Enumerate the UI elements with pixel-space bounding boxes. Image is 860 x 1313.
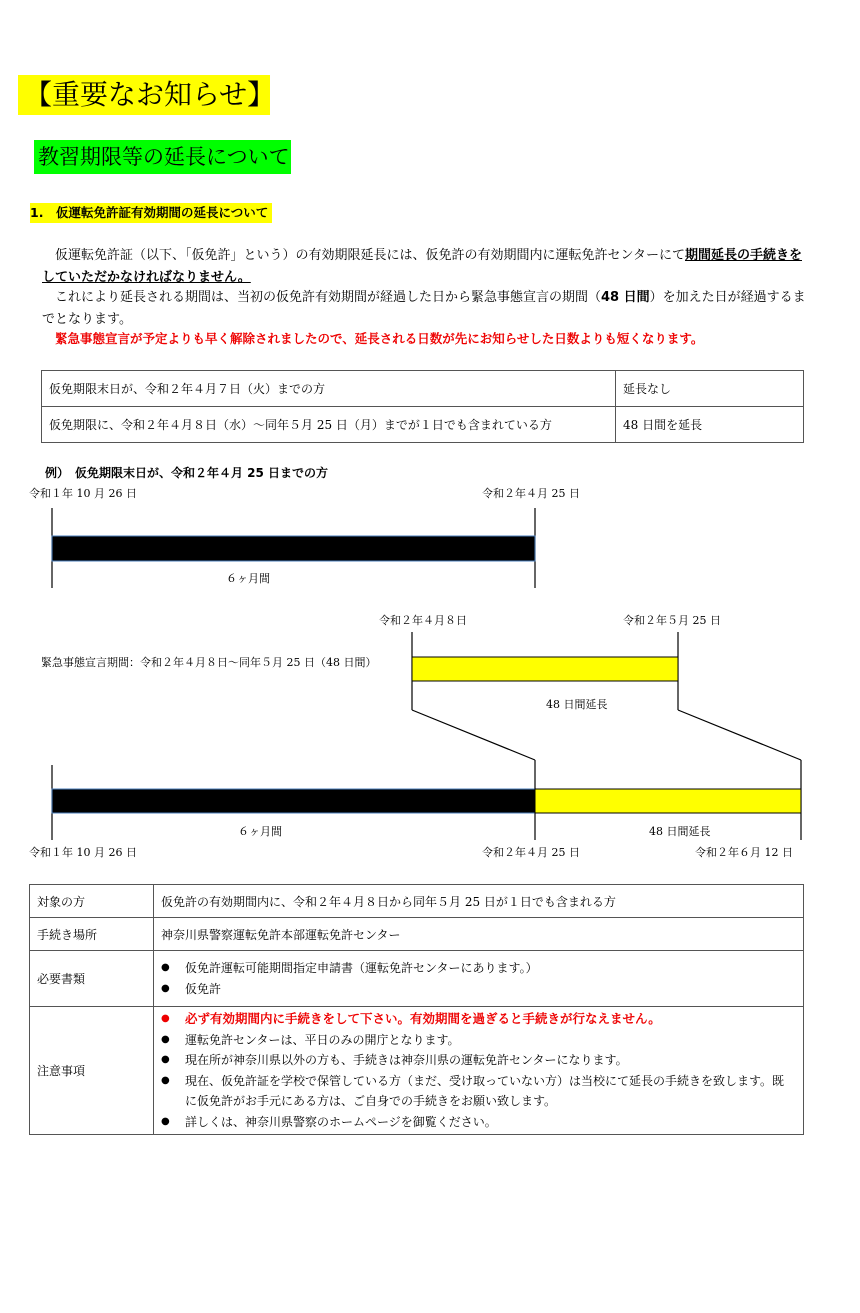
emergency-start-label: 令和２年４月８日 [379, 614, 467, 627]
list-item: ● 仮免許運転可能期間指定申請書（運転免許センターにあります。） [161, 958, 796, 979]
emergency-period-bar [412, 657, 678, 681]
paragraph-1: 仮運転免許証（以下、「仮免許」という）の有効期限延長には、仮免許の有効期間内に運転免許センターにて期間延長の手続きをしていただかなければなりません。 [42, 248, 802, 285]
example-heading: 例） 仮免期限末日が、令和２年４月 25 日までの方 [45, 466, 329, 480]
table-cell: 48 日間を延長 [616, 407, 804, 443]
table-cell: 仮免許の有効期間内に、令和２年４月８日から同年５月 25 日が１日でも含まれる方 [154, 885, 804, 918]
list-item: ● 仮免許 [161, 979, 796, 1000]
red-notice: 緊急事態宣言が予定よりも早く解除されましたので、延長される日数が先にお知らせした日数よりも短くなります。 [55, 331, 704, 346]
connector-line [412, 710, 535, 760]
six-months-label: ６ヶ月間 [238, 825, 282, 838]
table-row [30, 951, 804, 1007]
table-cell: 延長なし [616, 371, 804, 407]
extension-period-bar [535, 789, 801, 813]
paragraph-2-bold: 48 日間 [601, 290, 650, 305]
documents-list [161, 958, 796, 999]
start-date-label: 令和１年 10 月 26 日 [29, 846, 137, 859]
procedure-table [29, 884, 804, 1135]
final-date-label: 令和２年６月 12 日 [695, 846, 793, 859]
paragraph-2: これにより延長される期間は、当初の仮免許有効期間が経過した日から緊急事態宣言の期間（48 日間）を加えた日が経過するまでとなります。 [42, 290, 806, 327]
paragraph-1-highlight: 期間延長の手続きをしていただかなければなりません。 [42, 248, 802, 285]
table-header-cell: 対象の方 [30, 885, 154, 918]
end-date-label: 令和２年４月 25 日 [482, 487, 580, 500]
emergency-end-label: 令和２年５月 25 日 [623, 614, 721, 627]
notes-list [161, 1009, 796, 1132]
list-item: ● 詳しくは、神奈川県警察のホームページを御覧ください。 [161, 1112, 796, 1133]
extension-table [41, 370, 804, 443]
table-row [30, 918, 804, 951]
table-row [42, 407, 804, 443]
table-header-cell: 手続き場所 [30, 918, 154, 951]
table-cell [154, 951, 804, 1007]
table-header-cell: 注意事項 [30, 1007, 154, 1135]
base-period-bar [52, 789, 535, 813]
table-cell: 仮免期限に、令和２年４月８日（水）～同年５月 25 日（月）までが１日でも含まれている方 [42, 407, 616, 443]
table-cell [154, 1007, 804, 1135]
emergency-period-label: 緊急事態宣言期間：令和２年４月８日～同年５月 25 日（48 日間） [41, 656, 377, 669]
extension-label: 48 日間延長 [546, 698, 608, 711]
extension-label: 48 日間延長 [649, 825, 711, 838]
table-header-cell: 必要書類 [30, 951, 154, 1007]
timeline-diagram [0, 480, 860, 880]
list-item: ● 必ず有効期間内に手続きをして下さい。有効期間を過ぎると手続きが行なえません。 [161, 1009, 796, 1030]
list-item: ● 現在、仮免許証を学校で保管している方（まだ、受け取っていない方）は当校にて延長の手続きを致します。既に仮免許がお手元にある方は、ご自身での手続きをお願い致します。 [161, 1071, 796, 1112]
six-months-label: ６ヶ月間 [226, 572, 270, 585]
start-date-label: 令和１年 10 月 26 日 [29, 487, 137, 500]
table-row [30, 885, 804, 918]
list-item: ● 運転免許センターは、平日のみの開庁となります。 [161, 1030, 796, 1051]
list-item: ● 現在所が神奈川県以外の方も、手続きは神奈川県の運転免許センターになります。 [161, 1050, 796, 1071]
table-row [42, 371, 804, 407]
base-period-bar [52, 536, 535, 561]
table-cell: 仮免期限末日が、令和２年４月７日（火）までの方 [42, 371, 616, 407]
table-cell: 神奈川県警察運転免許本部運転免許センター [154, 918, 804, 951]
connector-line [678, 710, 801, 760]
section-heading: 1. 仮運転免許証有効期間の延長について [30, 203, 272, 223]
mid-date-label: 令和２年４月 25 日 [482, 846, 580, 859]
table-row [30, 1007, 804, 1135]
page-subtitle: 教習期限等の延長について [34, 140, 291, 174]
notice-banner: 【重要なお知らせ】 [18, 75, 270, 115]
